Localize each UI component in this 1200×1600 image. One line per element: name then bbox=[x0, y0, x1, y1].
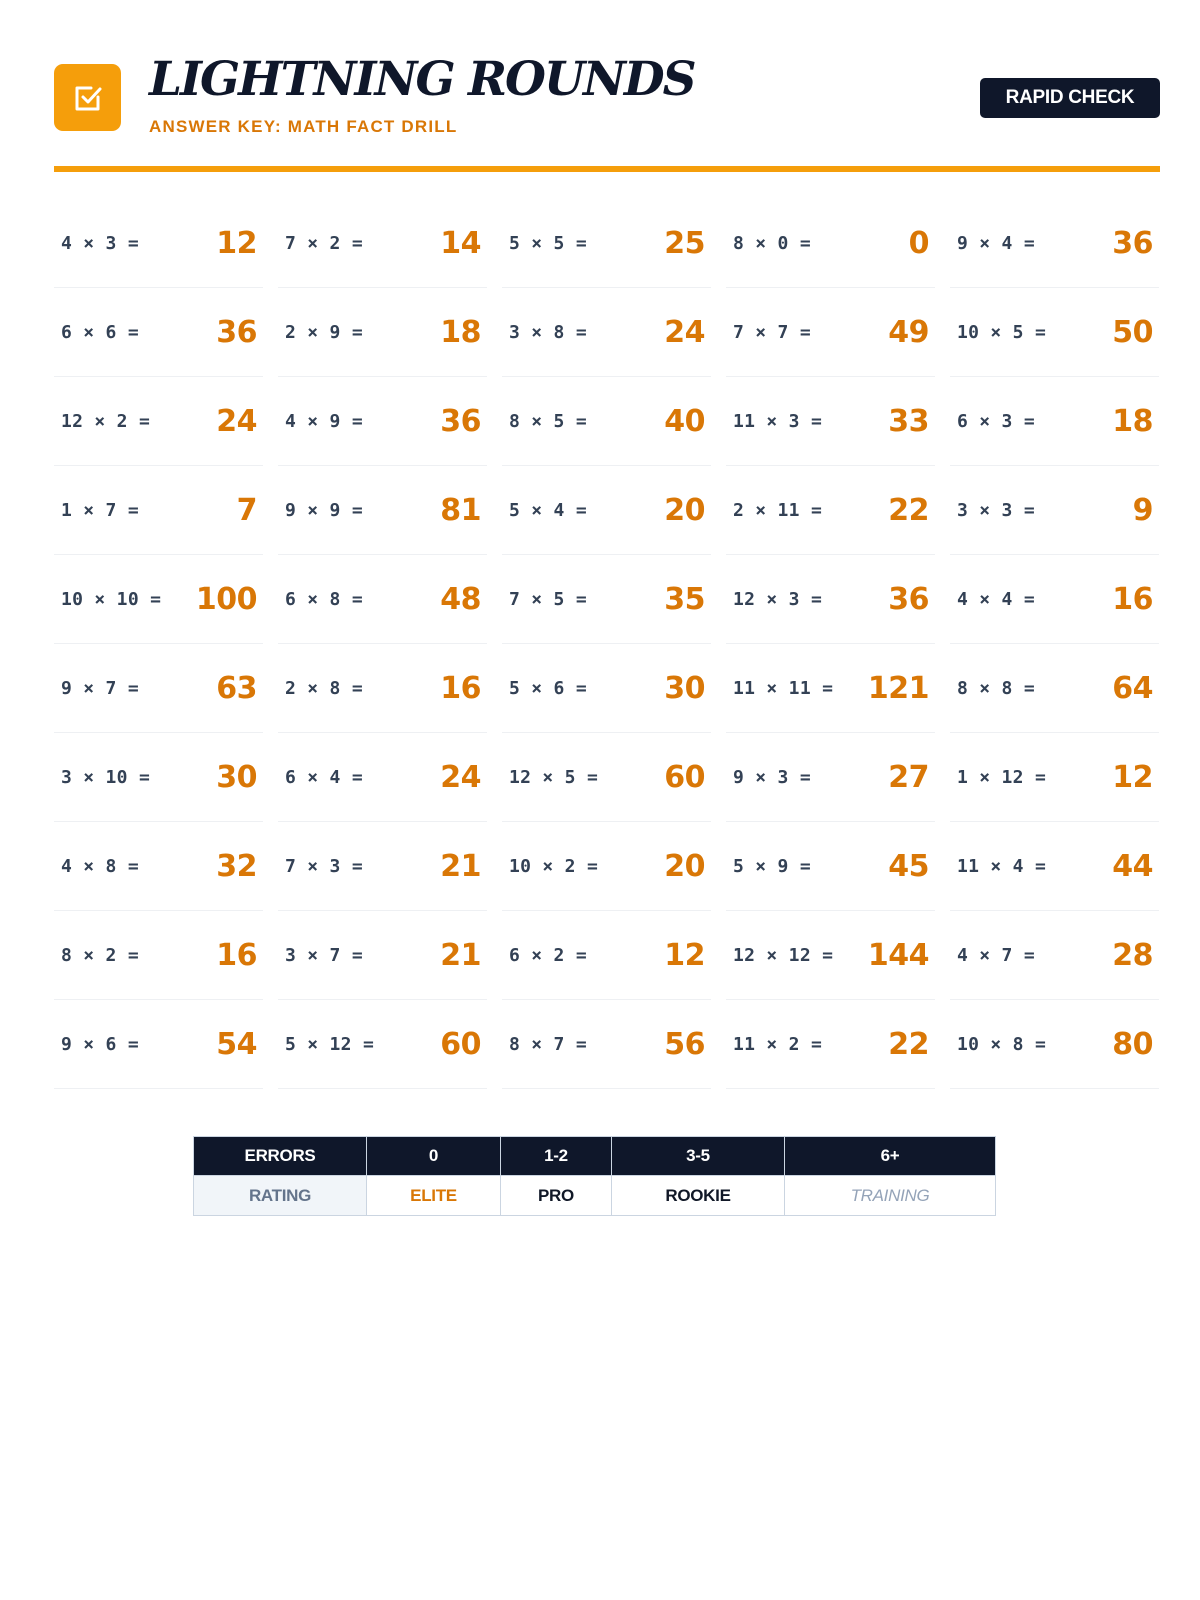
problem-cell bbox=[726, 555, 935, 644]
checkbox-icon-graphic bbox=[70, 80, 106, 116]
rating-scale-table bbox=[193, 1136, 996, 1216]
problem-cell bbox=[54, 288, 263, 377]
answer-value: 28 bbox=[1112, 937, 1153, 973]
answer-value: 12 bbox=[664, 937, 705, 973]
errors-row bbox=[194, 1137, 996, 1176]
problem-text: 12 × 2 = bbox=[61, 410, 151, 432]
problem-text: 5 × 6 = bbox=[509, 677, 587, 699]
answer-value: 22 bbox=[888, 492, 929, 528]
problem-text: 2 × 9 = bbox=[285, 321, 363, 343]
answer-value: 21 bbox=[440, 937, 481, 973]
answer-value: 36 bbox=[216, 314, 257, 350]
problem-cell bbox=[502, 377, 711, 466]
problem-cell bbox=[502, 822, 711, 911]
answer-value: 16 bbox=[216, 937, 257, 973]
problem-cell bbox=[54, 555, 263, 644]
problem-cell bbox=[278, 466, 487, 555]
problem-text: 12 × 5 = bbox=[509, 766, 599, 788]
errors-header: ERRORS bbox=[194, 1137, 367, 1176]
problem-cell bbox=[278, 911, 487, 1000]
rating-level-pro: PRO bbox=[501, 1176, 612, 1216]
problem-text: 3 × 7 = bbox=[285, 944, 363, 966]
answer-value: 35 bbox=[664, 581, 705, 617]
answer-value: 121 bbox=[867, 670, 929, 706]
problem-cell bbox=[502, 199, 711, 288]
problem-cell bbox=[726, 822, 935, 911]
problem-text: 1 × 12 = bbox=[957, 766, 1047, 788]
problem-text: 10 × 2 = bbox=[509, 855, 599, 877]
problem-text: 11 × 11 = bbox=[733, 677, 834, 699]
answer-value: 144 bbox=[867, 937, 929, 973]
answer-value: 44 bbox=[1112, 848, 1153, 884]
errors-level-3: 6+ bbox=[785, 1137, 996, 1176]
problem-text: 4 × 3 = bbox=[61, 232, 139, 254]
problem-cell bbox=[54, 1000, 263, 1089]
problem-text: 5 × 5 = bbox=[509, 232, 587, 254]
problem-text: 11 × 2 = bbox=[733, 1033, 823, 1055]
problem-cell bbox=[278, 199, 487, 288]
problem-text: 12 × 12 = bbox=[733, 944, 834, 966]
answer-value: 24 bbox=[216, 403, 257, 439]
answer-value: 48 bbox=[440, 581, 481, 617]
answer-value: 25 bbox=[664, 225, 705, 261]
problem-cell bbox=[54, 199, 263, 288]
problem-cell bbox=[950, 288, 1159, 377]
problem-text: 8 × 5 = bbox=[509, 410, 587, 432]
answer-value: 14 bbox=[440, 225, 481, 261]
answer-value: 20 bbox=[664, 848, 705, 884]
answer-value: 21 bbox=[440, 848, 481, 884]
problem-cell bbox=[950, 911, 1159, 1000]
rating-level-training: TRAINING bbox=[785, 1176, 996, 1216]
problem-cell bbox=[726, 911, 935, 1000]
answer-value: 56 bbox=[664, 1026, 705, 1062]
problem-text: 12 × 3 = bbox=[733, 588, 823, 610]
answer-value: 63 bbox=[216, 670, 257, 706]
answer-value: 33 bbox=[888, 403, 929, 439]
errors-level-1: 1-2 bbox=[501, 1137, 612, 1176]
problem-cell bbox=[726, 733, 935, 822]
problem-cell bbox=[726, 1000, 935, 1089]
problem-cell bbox=[502, 644, 711, 733]
answer-value: 81 bbox=[440, 492, 481, 528]
problem-text: 7 × 7 = bbox=[733, 321, 811, 343]
problem-cell bbox=[502, 555, 711, 644]
problem-text: 4 × 7 = bbox=[957, 944, 1035, 966]
problem-cell bbox=[54, 644, 263, 733]
answer-value: 12 bbox=[1112, 759, 1153, 795]
page-subtitle: ANSWER KEY: MATH FACT DRILL bbox=[149, 117, 458, 136]
rapid-check-badge: RAPID CHECK bbox=[980, 78, 1160, 118]
errors-level-0: 0 bbox=[367, 1137, 501, 1176]
problem-text: 6 × 6 = bbox=[61, 321, 139, 343]
problem-text: 2 × 8 = bbox=[285, 677, 363, 699]
problem-cell bbox=[950, 1000, 1159, 1089]
problem-cell bbox=[278, 288, 487, 377]
answer-value: 60 bbox=[440, 1026, 481, 1062]
answer-value: 18 bbox=[440, 314, 481, 350]
problem-grid bbox=[54, 199, 1160, 1089]
problem-text: 10 × 10 = bbox=[61, 588, 162, 610]
problem-text: 7 × 2 = bbox=[285, 232, 363, 254]
answer-value: 30 bbox=[216, 759, 257, 795]
problem-cell bbox=[950, 733, 1159, 822]
problem-cell bbox=[54, 377, 263, 466]
problem-text: 8 × 0 = bbox=[733, 232, 811, 254]
problem-cell bbox=[726, 199, 935, 288]
problem-text: 1 × 7 = bbox=[61, 499, 139, 521]
answer-value: 36 bbox=[440, 403, 481, 439]
answer-value: 60 bbox=[664, 759, 705, 795]
problem-text: 11 × 4 = bbox=[957, 855, 1047, 877]
problem-cell bbox=[54, 733, 263, 822]
problem-text: 7 × 3 = bbox=[285, 855, 363, 877]
problem-text: 9 × 9 = bbox=[285, 499, 363, 521]
problem-text: 8 × 7 = bbox=[509, 1033, 587, 1055]
answer-value: 36 bbox=[1112, 225, 1153, 261]
problem-text: 9 × 6 = bbox=[61, 1033, 139, 1055]
problem-cell bbox=[726, 644, 935, 733]
problem-cell bbox=[950, 644, 1159, 733]
problem-text: 4 × 4 = bbox=[957, 588, 1035, 610]
problem-text: 4 × 9 = bbox=[285, 410, 363, 432]
problem-cell bbox=[278, 1000, 487, 1089]
rating-level-elite: ELITE bbox=[367, 1176, 501, 1216]
problem-cell bbox=[950, 199, 1159, 288]
answer-value: 100 bbox=[195, 581, 257, 617]
problem-text: 8 × 2 = bbox=[61, 944, 139, 966]
answer-value: 20 bbox=[664, 492, 705, 528]
problem-cell bbox=[278, 822, 487, 911]
answer-value: 40 bbox=[664, 403, 705, 439]
problem-cell bbox=[278, 555, 487, 644]
answer-value: 64 bbox=[1112, 670, 1153, 706]
checkbox-icon bbox=[54, 64, 121, 131]
answer-value: 27 bbox=[888, 759, 929, 795]
problem-cell bbox=[278, 733, 487, 822]
problem-text: 2 × 11 = bbox=[733, 499, 823, 521]
answer-value: 45 bbox=[888, 848, 929, 884]
problem-cell bbox=[502, 466, 711, 555]
problem-text: 3 × 8 = bbox=[509, 321, 587, 343]
rating-row bbox=[194, 1176, 996, 1216]
answer-value: 9 bbox=[1132, 492, 1153, 528]
answer-value: 12 bbox=[216, 225, 257, 261]
rating-header: RATING bbox=[194, 1176, 367, 1216]
errors-level-2: 3-5 bbox=[612, 1137, 785, 1176]
answer-value: 30 bbox=[664, 670, 705, 706]
problem-text: 5 × 9 = bbox=[733, 855, 811, 877]
problem-text: 6 × 8 = bbox=[285, 588, 363, 610]
answer-value: 16 bbox=[440, 670, 481, 706]
answer-value: 7 bbox=[236, 492, 257, 528]
problem-cell bbox=[950, 377, 1159, 466]
problem-cell bbox=[502, 911, 711, 1000]
problem-cell bbox=[502, 733, 711, 822]
page-title: LIGHTNING ROUNDS bbox=[149, 52, 695, 107]
header-divider bbox=[54, 166, 1160, 172]
answer-value: 22 bbox=[888, 1026, 929, 1062]
answer-value: 32 bbox=[216, 848, 257, 884]
answer-value: 36 bbox=[888, 581, 929, 617]
answer-value: 0 bbox=[908, 225, 929, 261]
problem-text: 5 × 4 = bbox=[509, 499, 587, 521]
answer-value: 18 bbox=[1112, 403, 1153, 439]
problem-text: 9 × 4 = bbox=[957, 232, 1035, 254]
problem-text: 8 × 8 = bbox=[957, 677, 1035, 699]
problem-cell bbox=[54, 466, 263, 555]
problem-cell bbox=[950, 822, 1159, 911]
answer-value: 80 bbox=[1112, 1026, 1153, 1062]
answer-value: 50 bbox=[1112, 314, 1153, 350]
problem-text: 7 × 5 = bbox=[509, 588, 587, 610]
answer-value: 16 bbox=[1112, 581, 1153, 617]
answer-value: 49 bbox=[888, 314, 929, 350]
answer-value: 24 bbox=[440, 759, 481, 795]
problem-cell bbox=[502, 1000, 711, 1089]
problem-cell bbox=[278, 377, 487, 466]
problem-text: 10 × 8 = bbox=[957, 1033, 1047, 1055]
problem-cell bbox=[726, 377, 935, 466]
problem-text: 10 × 5 = bbox=[957, 321, 1047, 343]
answer-value: 54 bbox=[216, 1026, 257, 1062]
problem-text: 6 × 3 = bbox=[957, 410, 1035, 432]
problem-text: 9 × 3 = bbox=[733, 766, 811, 788]
problem-cell bbox=[950, 555, 1159, 644]
problem-text: 3 × 10 = bbox=[61, 766, 151, 788]
problem-cell bbox=[54, 911, 263, 1000]
problem-text: 6 × 2 = bbox=[509, 944, 587, 966]
problem-cell bbox=[54, 822, 263, 911]
problem-cell bbox=[502, 288, 711, 377]
answer-key-page bbox=[54, 0, 1160, 1205]
problem-cell bbox=[278, 644, 487, 733]
page-header bbox=[54, 0, 1160, 170]
problem-text: 5 × 12 = bbox=[285, 1033, 375, 1055]
problem-cell bbox=[726, 288, 935, 377]
problem-text: 9 × 7 = bbox=[61, 677, 139, 699]
problem-cell bbox=[726, 466, 935, 555]
problem-text: 3 × 3 = bbox=[957, 499, 1035, 521]
problem-text: 4 × 8 = bbox=[61, 855, 139, 877]
problem-text: 11 × 3 = bbox=[733, 410, 823, 432]
answer-value: 24 bbox=[664, 314, 705, 350]
problem-cell bbox=[950, 466, 1159, 555]
rating-level-rookie: ROOKIE bbox=[612, 1176, 785, 1216]
problem-text: 6 × 4 = bbox=[285, 766, 363, 788]
